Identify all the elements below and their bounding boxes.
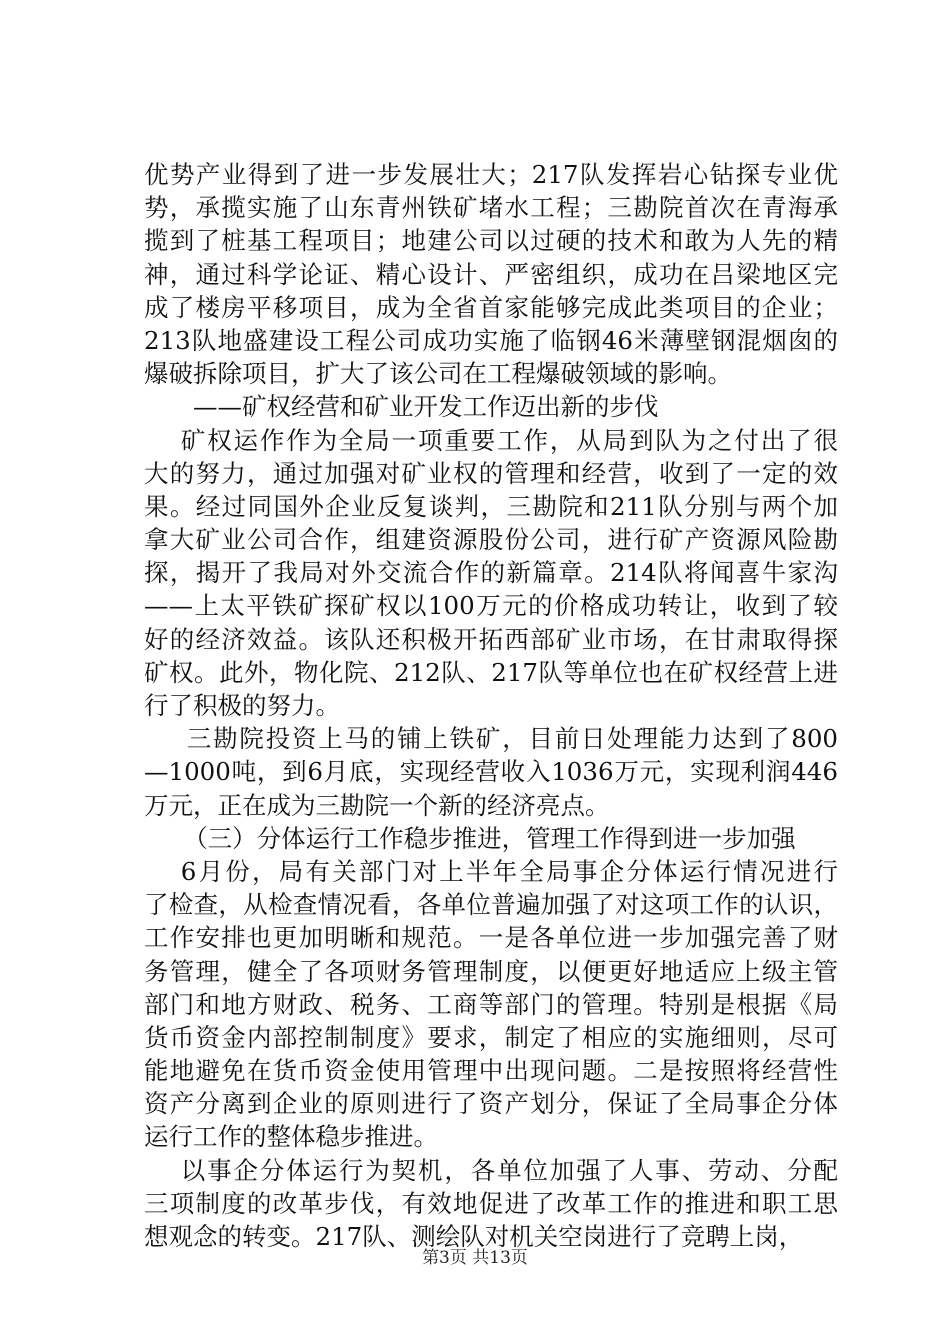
text-line: 万元，正在成为三勘院一个新的经济亮点。: [144, 790, 610, 820]
text-line: 工作安排也更加明晰和规范。一是各单位进一步加强完善了财: [144, 923, 838, 953]
text-line: 部门和地方财政、税务、工商等部门的管理。特别是根据《局: [144, 989, 838, 1019]
text-line: 势，承揽实施了山东青州铁矿堵水工程；三勘院首次在青海承: [144, 193, 838, 223]
text-line: 行了积极的努力。: [144, 691, 340, 720]
text-line: ——上太平铁矿探矿权以100万元的价格成功转让，收到了较: [144, 591, 838, 621]
text-line: 揽到了桩基工程项目；地建公司以过硬的技术和敢为人先的精: [144, 226, 838, 256]
text-line: 能地避免在货币资金使用管理中出现问题。二是按照将经营性: [144, 1056, 838, 1086]
text-line: 探，揭开了我局对外交流合作的新篇章。214队将闻喜牛家沟: [144, 558, 838, 588]
text-line: 运行工作的整体稳步推进。: [144, 1122, 438, 1152]
text-line: 果。经过同国外企业反复谈判，三勘院和211队分别与两个加: [144, 491, 838, 521]
text-line: ——矿权经营和矿业开发工作迈出新的步伐: [193, 392, 659, 422]
text-line: 资产分离到企业的原则进行了资产划分，保证了全局事企分体: [144, 1089, 838, 1119]
text-line: 爆破拆除项目，扩大了该公司在工程爆破领域的影响。: [144, 359, 732, 389]
text-line: 213队地盛建设工程公司成功实施了临钢46米薄壁钢混烟囱的: [144, 325, 838, 355]
text-line: 拿大矿业公司合作，组建资源股份公司，进行矿产资源风险勘: [144, 525, 838, 555]
text-line: 想观念的转变。217队、测绘队对机关空岗进行了竞聘上岗，: [144, 1222, 804, 1251]
text-line: 货币资金内部控制制度》要求，制定了相应的实施细则，尽可: [144, 1022, 838, 1052]
text-line: 矿权。此外，物化院、212队、217队等单位也在矿权经营上进: [144, 657, 838, 687]
text-line: （三）分体运行工作稳步推进，管理工作得到进一步加强: [183, 823, 796, 853]
text-line: 三项制度的改革步伐，有效地促进了改革工作的推进和职工思: [144, 1188, 838, 1218]
text-line: —1000吨，到6月底，实现经营收入1036万元，实现利润446: [144, 757, 838, 787]
text-line: 务管理，健全了各项财务管理制度，以便更好地适应上级主管: [144, 956, 838, 986]
text-line: 三勘院投资上马的铺上铁矿，目前日处理能力达到了800: [186, 724, 838, 754]
text-line: 神，通过科学论证、精心设计、严密组织，成功在吕梁地区完: [144, 259, 838, 289]
text-line: 了检查，从检查情况看，各单位普遍加强了对这项工作的认识，: [144, 890, 838, 920]
text-line: 成了楼房平移项目，成为全省首家能够完成此类项目的企业；: [144, 292, 838, 322]
text-line: 6月份，局有关部门对上半年全局事企分体运行情况进行: [180, 856, 838, 886]
text-line: 大的努力，通过加强对矿业权的管理和经营，收到了一定的效: [144, 458, 838, 488]
text-line: 优势产业得到了进一步发展壮大；217队发挥岩心钻探专业优: [144, 160, 838, 189]
text-line: 以事企分体运行为契机，各单位加强了人事、劳动、分配: [180, 1155, 838, 1185]
text-line: 好的经济效益。该队还积极开拓西部矿业市场，在甘肃取得探: [144, 624, 838, 654]
body-text: [144, 158, 838, 1253]
text-line: 矿权运作作为全局一项重要工作，从局到队为之付出了很: [180, 425, 838, 455]
page-footer: 第3页 共13页: [422, 1248, 528, 1268]
